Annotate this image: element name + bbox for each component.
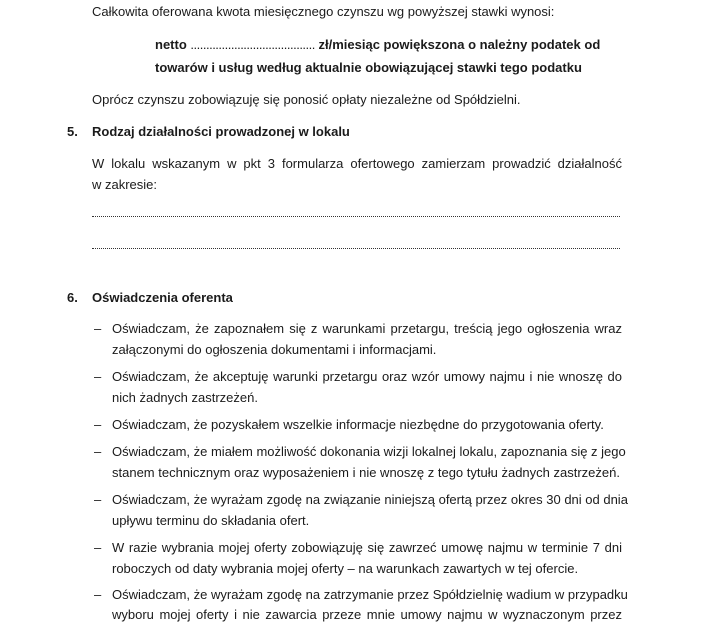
bullet-dash: – — [94, 369, 102, 384]
statement-4-line2: stanem technicznym oraz wyposażeniem i nie wnoszę z tego tytułu żadnych zastrzeżeń. — [112, 465, 620, 480]
bullet-dash: – — [94, 540, 102, 555]
netto-rest: zł/miesiąc powiększona o należny podatek od — [318, 37, 601, 52]
statement-1-line1: Oświadczam, że zapoznałem się z warunkami przetargu, treścią jego ogłoszenia wraz — [112, 321, 622, 336]
statement-4-line1: Oświadczam, że miałem możliwość dokonania wizji lokalnej lokalu, zapoznania się z jego — [112, 444, 626, 459]
section6-number: 6. — [67, 290, 78, 305]
netto-label: netto — [155, 37, 187, 52]
statement-6-line2: roboczych od daty wybrania mojej oferty – na warunkach zawartych w tej ofercie. — [112, 561, 579, 576]
bullet-dash: – — [94, 321, 102, 336]
section5-number: 5. — [67, 124, 78, 139]
statement-3-line1: Oświadczam, że pozyskałem wszelkie informacje niezbędne do przygotowania oferty. — [112, 417, 604, 432]
statement-1-line2: załączonymi do ogłoszenia dokumentami i informacjami. — [112, 342, 437, 357]
statement-5-line1: Oświadczam, że wyrażam zgodę na związanie niniejszą ofertą przez okres 30 dni od dnia — [112, 492, 628, 507]
rent-netto-line — [155, 37, 600, 52]
netto-amount-blank[interactable]: ........................................ — [190, 37, 315, 52]
statement-2-line1: Oświadczam, że akceptuję warunki przetargu oraz wzór umowy najmu i nie wnoszę do — [112, 369, 622, 384]
bullet-dash: – — [94, 417, 102, 432]
section5-text-line2: w zakresie: — [92, 177, 158, 192]
activity-blank-line-1[interactable] — [92, 216, 620, 217]
statement-6-line1: W razie wybrania mojej oferty zobowiązuję się zawrzeć umowę najmu w terminie 7 dni — [112, 540, 622, 555]
statement-7-line2: wyboru mojej oferty i nie zawarcia przeze mnie umowy najmu w wyznaczonym przez — [112, 607, 622, 622]
bullet-dash: – — [94, 587, 102, 602]
statement-5-line2: upływu terminu do składania ofert. — [112, 513, 310, 528]
activity-blank-line-2[interactable] — [92, 248, 620, 249]
rent-extra-fees: Oprócz czynszu zobowiązuję się ponosić opłaty niezależne od Spółdzielni. — [92, 92, 521, 107]
section5-text-line1: W lokalu wskazanym w pkt 3 formularza ofertowego zamierzam prowadzić działalność — [92, 156, 622, 171]
bullet-dash: – — [94, 492, 102, 507]
section5-title: Rodzaj działalności prowadzonej w lokalu — [92, 124, 350, 139]
statement-2-line2: nich żadnych zastrzeżeń. — [112, 390, 258, 405]
bullet-dash: – — [94, 444, 102, 459]
section6-title: Oświadczenia oferenta — [92, 290, 233, 305]
statement-7-line1: Oświadczam, że wyrażam zgodę na zatrzymanie przez Spółdzielnię wadium w przypadku — [112, 587, 628, 602]
rent-netto-line2: towarów i usług według aktualnie obowiązującej stawki tego podatku — [155, 60, 582, 75]
rent-total-line: Całkowita oferowana kwota miesięcznego czynszu wg powyższej stawki wynosi: — [92, 4, 555, 19]
